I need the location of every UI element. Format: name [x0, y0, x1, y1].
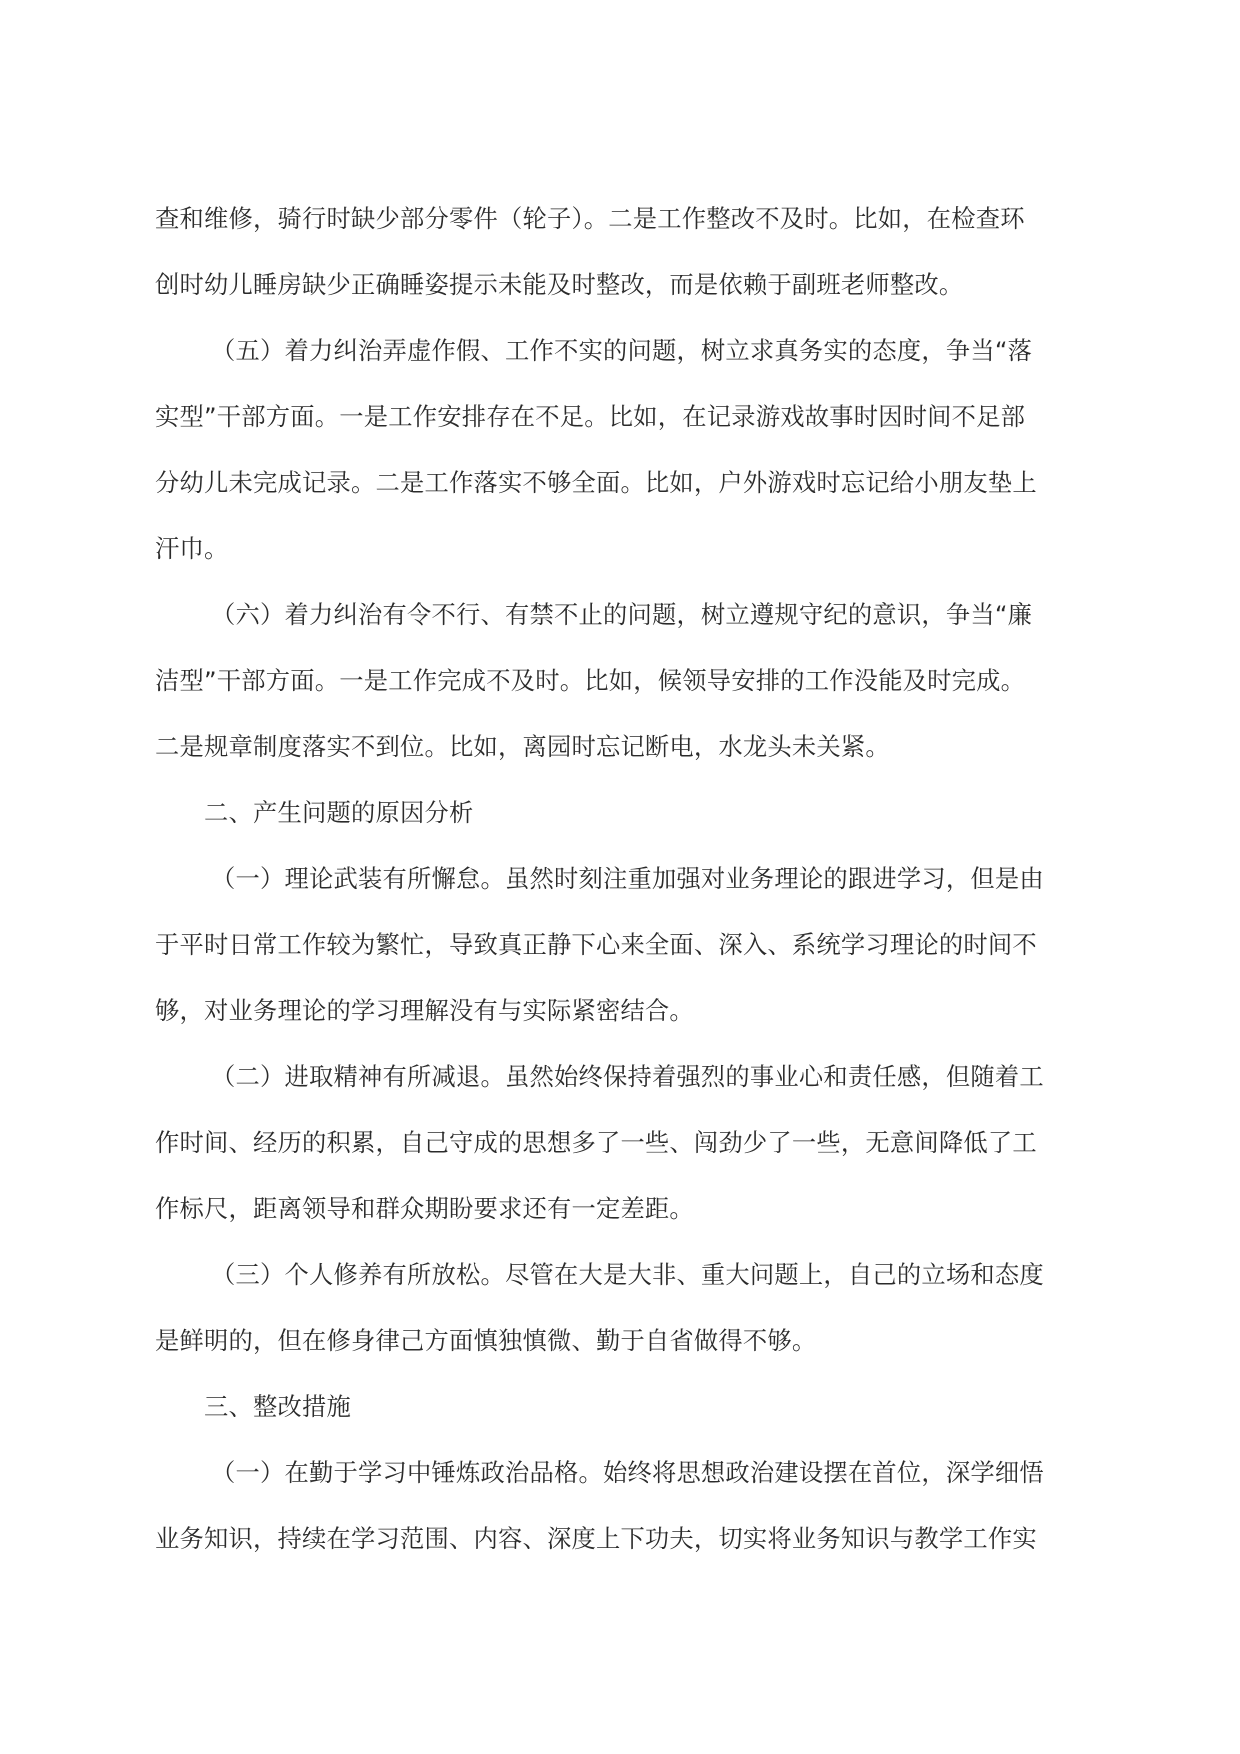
- document-body: [155, 186, 1075, 1572]
- text-line: 查和维修，骑行时缺少部分零件（轮子）。二是工作整改不及时。比如，在检查环: [155, 204, 1025, 233]
- text-line: 作时间、经历的积累，自己守成的思想多了一些、闯劲少了一些，无意间降低了工: [155, 1128, 1037, 1157]
- paragraph-measure-1: [155, 1440, 1075, 1572]
- text-line: （一）理论武装有所懈怠。虽然时刻注重加强对业务理论的跟进学习，但是由: [211, 864, 1044, 893]
- text-line: 实型”干部方面。一是工作安排存在不足。比如，在记录游戏故事时因时间不足部: [155, 402, 1026, 431]
- section-heading-2: [155, 780, 1075, 846]
- text-line: 创时幼儿睡房缺少正确睡姿提示未能及时整改，而是依赖于副班老师整改。: [155, 270, 964, 299]
- section-heading-text: 二、产生问题的原因分析: [204, 798, 474, 827]
- paragraph-cause-3: [155, 1242, 1075, 1374]
- text-line: 分幼儿未完成记录。二是工作落实不够全面。比如，户外游戏时忘记给小朋友垫上: [155, 468, 1037, 497]
- text-line: 够，对业务理论的学习理解没有与实际紧密结合。: [155, 996, 694, 1025]
- text-line: （一）在勤于学习中锤炼政治品格。始终将思想政治建设摆在首位，深学细悟: [211, 1458, 1044, 1487]
- paragraph-item-5: [155, 318, 1075, 582]
- text-line: （六）着力纠治有令不行、有禁不止的问题，树立遵规守纪的意识，争当“廉: [211, 600, 1033, 629]
- paragraph-item-6: [155, 582, 1075, 780]
- text-line: 是鲜明的，但在修身律己方面慎独慎微、勤于自省做得不够。: [155, 1326, 817, 1355]
- text-line: （五）着力纠治弄虚作假、工作不实的问题，树立求真务实的态度，争当“落: [211, 336, 1033, 365]
- section-heading-text: 三、整改措施: [204, 1392, 351, 1421]
- paragraph-cause-1: [155, 846, 1075, 1044]
- text-line: 于平时日常工作较为繁忙，导致真正静下心来全面、深入、系统学习理论的时间不: [155, 930, 1037, 959]
- paragraph-continued: [155, 186, 1075, 318]
- text-line: 二是规章制度落实不到位。比如，离园时忘记断电，水龙头未关紧。: [155, 732, 890, 761]
- text-line: 作标尺，距离领导和群众期盼要求还有一定差距。: [155, 1194, 694, 1223]
- section-heading-3: [155, 1374, 1075, 1440]
- paragraph-cause-2: [155, 1044, 1075, 1242]
- text-line: （二）进取精神有所减退。虽然始终保持着强烈的事业心和责任感，但随着工: [211, 1062, 1044, 1091]
- text-line: 汗巾。: [155, 534, 229, 563]
- text-line: 业务知识，持续在学习范围、内容、深度上下功夫，切实将业务知识与教学工作实: [155, 1524, 1037, 1553]
- text-line: 洁型”干部方面。一是工作完成不及时。比如，候领导安排的工作没能及时完成。: [155, 666, 1026, 695]
- text-line: （三）个人修养有所放松。尽管在大是大非、重大问题上，自己的立场和态度: [211, 1260, 1044, 1289]
